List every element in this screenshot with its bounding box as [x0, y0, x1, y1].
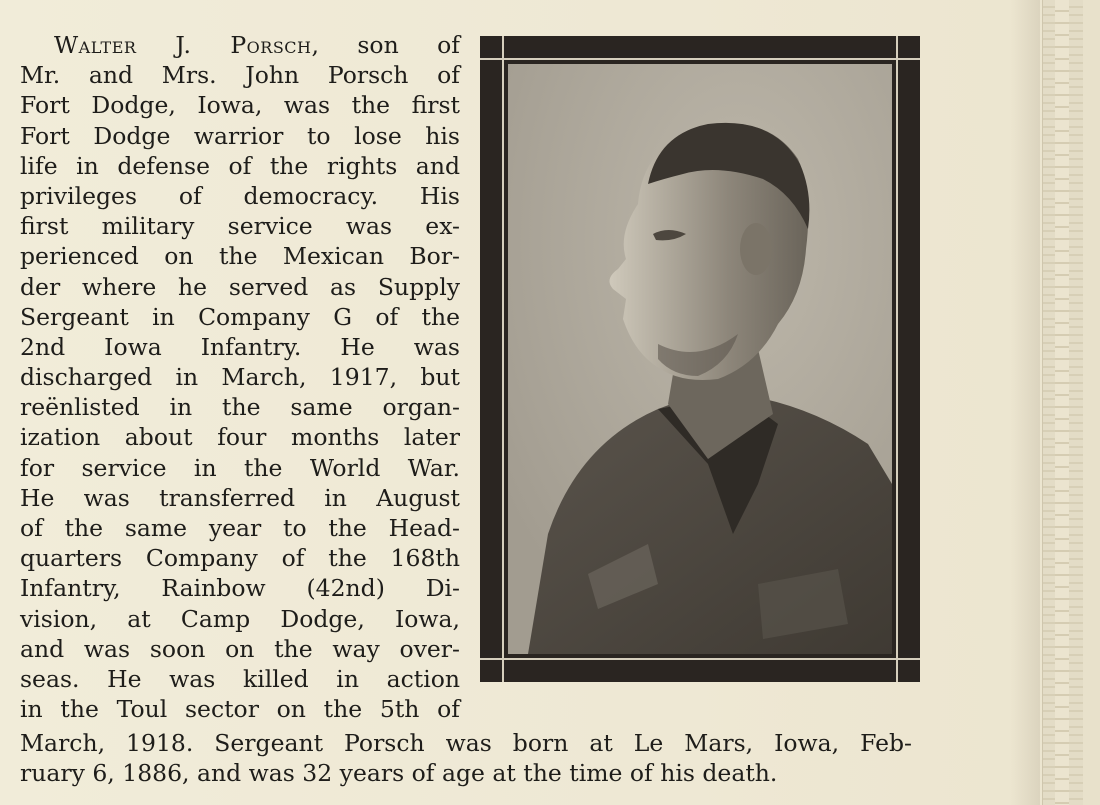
text-line-4: Fort Dodge warrior to lose his	[20, 121, 460, 150]
portrait-illustration	[508, 64, 892, 654]
text-line-25: ruary 6, 1886, and was 32 years of age at the time of his death.	[20, 759, 778, 788]
decorative-edge-border	[1042, 0, 1084, 805]
text-line-10: Sergeant in Company G of the	[20, 302, 460, 331]
portrait-frame	[480, 36, 920, 682]
frame-rule	[502, 36, 504, 682]
text-line-7: first military service was ex-	[20, 212, 460, 241]
text-line-23: in the Toul sector on the 5th of	[20, 695, 460, 724]
text-line-3: Fort Dodge, Iowa, was the first	[20, 91, 460, 120]
text-line-11: 2nd Iowa Infantry. He was	[20, 332, 460, 361]
subject-name: Walter J. Porsch	[54, 31, 312, 59]
page-edge	[1083, 0, 1100, 805]
text-line-19: Infantry, Rainbow (42nd) Di-	[20, 574, 460, 603]
text-line-6: privileges of democracy. His	[20, 181, 460, 210]
frame-rule	[480, 58, 920, 60]
page-gutter-shadow	[1010, 0, 1040, 805]
text-line-24: March, 1918. Sergeant Porsch was born at Le Mars, Iowa, Feb-	[20, 729, 912, 757]
text-line-5: life in defense of the rights and	[20, 151, 460, 180]
text-line-15: for service in the World War.	[20, 453, 460, 482]
soldier-portrait-photo	[508, 64, 892, 654]
biography-continuation	[20, 728, 920, 788]
text-line-14: ization about four months later	[20, 423, 460, 452]
text-line-12: discharged in March, 1917, but	[20, 363, 460, 392]
text-line-9: der where he served as Supply	[20, 272, 460, 301]
text-line-8: perienced on the Mexican Bor-	[20, 242, 460, 271]
text-line-1: Walter J. Porsch, son of	[54, 31, 460, 59]
text-line-20: vision, at Camp Dodge, Iowa,	[20, 604, 460, 633]
text-line-22: seas. He was killed in action	[20, 664, 460, 693]
text-line-2: Mr. and Mrs. John Porsch of	[20, 61, 460, 90]
text-line-21: and was soon on the way over-	[20, 634, 460, 663]
text-line-18: quarters Company of the 168th	[20, 544, 460, 573]
biography-column	[20, 30, 460, 724]
frame-rule	[480, 658, 920, 660]
text-line-13: reënlisted in the same organ-	[20, 393, 460, 422]
frame-rule	[896, 36, 898, 682]
text-line-16: He was transferred in August	[20, 483, 460, 512]
text-line-17: of the same year to the Head-	[20, 514, 460, 542]
